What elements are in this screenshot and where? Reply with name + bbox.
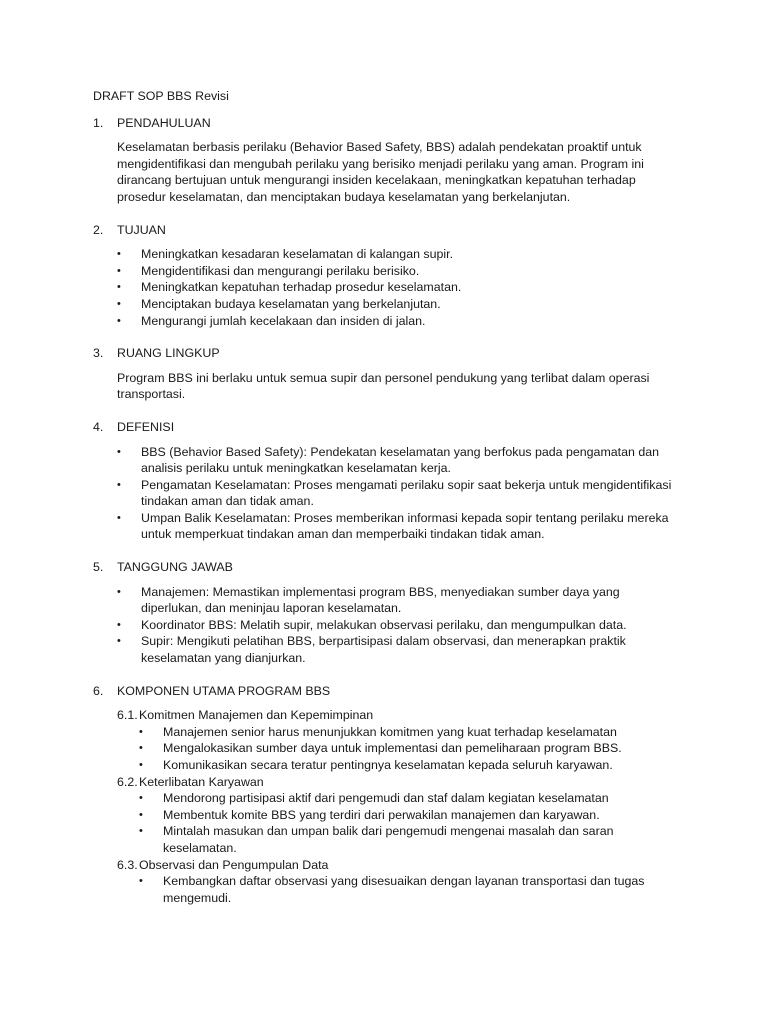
list-item [117,477,672,510]
document-title: DRAFT SOP BBS Revisi [93,89,229,103]
list-item [139,740,672,757]
bullet-text: Komunikasikan secara teratur pentingnya keselamatan kepada seluruh karyawan. [163,758,613,772]
list-item [139,873,672,906]
subsection-3 [117,857,672,907]
bullet-icon: • [139,759,143,771]
list-item [117,633,672,666]
section-4 [93,419,672,543]
bullet-text: Supir: Mengikuti pelatihan BBS, berpartisipasi dalam observasi, dan menerapkan praktik keselamatan yang dianjurkan. [141,634,626,666]
bullet-icon: • [139,825,143,838]
bullet-icon: • [117,314,121,327]
bullet-text: Menciptakan budaya keselamatan yang berkelanjutan. [141,296,441,311]
subsection-heading [117,774,672,791]
bullet-icon: • [117,635,121,648]
list-item [117,444,672,477]
bullet-list [117,444,672,544]
bullet-text: Umpan Balik Keselamatan: Proses memberikan informasi kepada sopir tentang perilaku mereka untuk memperkuat tindakan aman dan memperbaiki tindakan tidak aman. [141,510,669,542]
list-item [139,757,672,774]
bullet-text: Mengalokasikan sumber daya untuk implementasi dan pemeliharaan program BBS. [163,741,622,756]
bullet-text: Mengidentifikasi dan mengurangi perilaku berisiko. [141,263,420,278]
bullet-icon: • [139,808,143,821]
bullet-icon: • [117,511,121,524]
bullet-text: BBS (Behavior Based Safety): Pendekatan keselamatan yang berfokus pada pengamatan dan analisis perilaku untuk meningkatkan keselamatan kerja. [141,444,659,476]
list-item [117,279,672,296]
bullet-text: Meningkatkan kesadaran keselamatan di kalangan supir. [141,247,454,262]
section-body [117,370,672,403]
section-heading [93,559,672,576]
section-paragraph: Keselamatan berbasis perilaku (Behavior Based Safety, BBS) adalah pendekatan proaktif untuk mengidentifikasi dan mengubah perilaku yang berisiko menjadi perilaku yang aman. Program ini dirancang bertujuan untuk mengurangi insiden kecelakaan, meningkatkan kepatuhan terhadap prosedur keselamatan, dan menciptakan budaya keselamatan yang berkelanjutan. [117,140,644,204]
bullet-icon: • [117,281,121,294]
bullet-icon: • [139,875,143,888]
section-5 [93,559,672,667]
bullet-list [117,584,672,667]
section-1 [93,115,672,206]
bullet-list [139,724,672,774]
section-title: DEFENISI [117,419,175,434]
subsection-2 [117,774,672,857]
section-title: TANGGUNG JAWAB [117,560,233,575]
section-number: 5. [93,560,104,575]
subsection-heading [117,707,672,724]
subsection-number: 6.2. [117,774,138,789]
section-6 [93,683,672,907]
bullet-list [139,873,672,906]
subsection-title: Keterlibatan Karyawan [139,774,264,789]
bullet-icon: • [139,742,143,755]
bullet-icon: • [117,585,121,598]
bullet-list [139,790,672,856]
list-item [117,617,672,634]
document-body [93,115,672,907]
section-title: TUJUAN [117,222,166,237]
section-paragraph: Program BBS ini berlaku untuk semua supir dan personel pendukung yang terlibat dalam operasi transportasi. [117,370,650,402]
bullet-text: Manajemen senior harus menunjukkan komitmen yang kuat terhadap keselamatan [163,724,617,739]
section-body [93,707,672,906]
list-item [117,313,672,330]
bullet-icon: • [139,792,143,805]
list-item [139,790,672,807]
list-item [117,296,672,313]
section-heading [93,222,672,239]
subsection-1 [117,707,672,773]
section-body [117,246,672,329]
subsection-heading [117,857,672,874]
bullet-icon: • [117,248,121,261]
bullet-text: Mintalah masukan dan umpan balik dari pengemudi mengenai masalah dan saran keselamatan. [163,824,614,855]
section-heading [93,419,672,436]
section-title: PENDAHULUAN [117,115,211,130]
list-item [117,584,672,617]
section-number: 1. [93,115,104,130]
bullet-text: Pengamatan Keselamatan: Proses mengamati perilaku sopir saat bekerja untuk mengidentifikasi tindakan aman dan tidak aman. [141,477,672,509]
bullet-text: Mengurangi jumlah kecelakaan dan insiden di jalan. [141,313,426,328]
section-heading [93,115,672,132]
section-title: RUANG LINGKUP [117,346,220,361]
bullet-text: Kembangkan daftar observasi yang disesuaikan dengan layanan transportasi dan tugas mengemudi. [163,874,645,905]
list-item [139,724,672,741]
section-body [117,584,672,667]
subsection-number: 6.3. [117,857,138,872]
section-heading [93,683,672,700]
bullet-text: Koordinator BBS: Melatih supir, melakukan observasi perilaku, dan mengumpulkan data. [141,617,627,632]
section-title: KOMPONEN UTAMA PROGRAM BBS [117,683,331,698]
section-2 [93,222,672,330]
bullet-text: Manajemen: Memastikan implementasi program BBS, menyediakan sumber daya yang diperlukan, dan meninjau laporan keselamatan. [141,584,620,616]
section-3 [93,345,672,403]
list-item [117,510,672,543]
section-body [117,444,672,544]
bullet-text: Meningkatkan kepatuhan terhadap prosedur keselamatan. [141,280,462,295]
section-heading [93,345,672,362]
bullet-icon: • [117,478,121,491]
bullet-icon: • [117,297,121,310]
bullet-icon: • [117,445,121,458]
bullet-icon: • [117,264,121,277]
subsection-number: 6.1. [117,708,138,723]
subsection-title: Observasi dan Pengumpulan Data [139,857,329,872]
list-item [139,807,672,824]
subsection-title: Komitmen Manajemen dan Kepemimpinan [139,708,374,723]
bullet-icon: • [117,618,121,631]
bullet-icon: • [139,725,143,738]
section-number: 2. [93,222,104,237]
list-item [117,263,672,280]
section-number: 6. [93,683,104,698]
list-item [117,246,672,263]
bullet-text: Mendorong partisipasi aktif dari pengemudi dan staf dalam kegiatan keselamatan [163,791,609,806]
section-body [117,139,672,205]
bullet-text: Membentuk komite BBS yang terdiri dari perwakilan manajemen dan karyawan. [163,807,600,822]
section-number: 4. [93,419,104,434]
list-item [139,823,672,856]
section-number: 3. [93,346,104,361]
bullet-list [117,246,672,329]
